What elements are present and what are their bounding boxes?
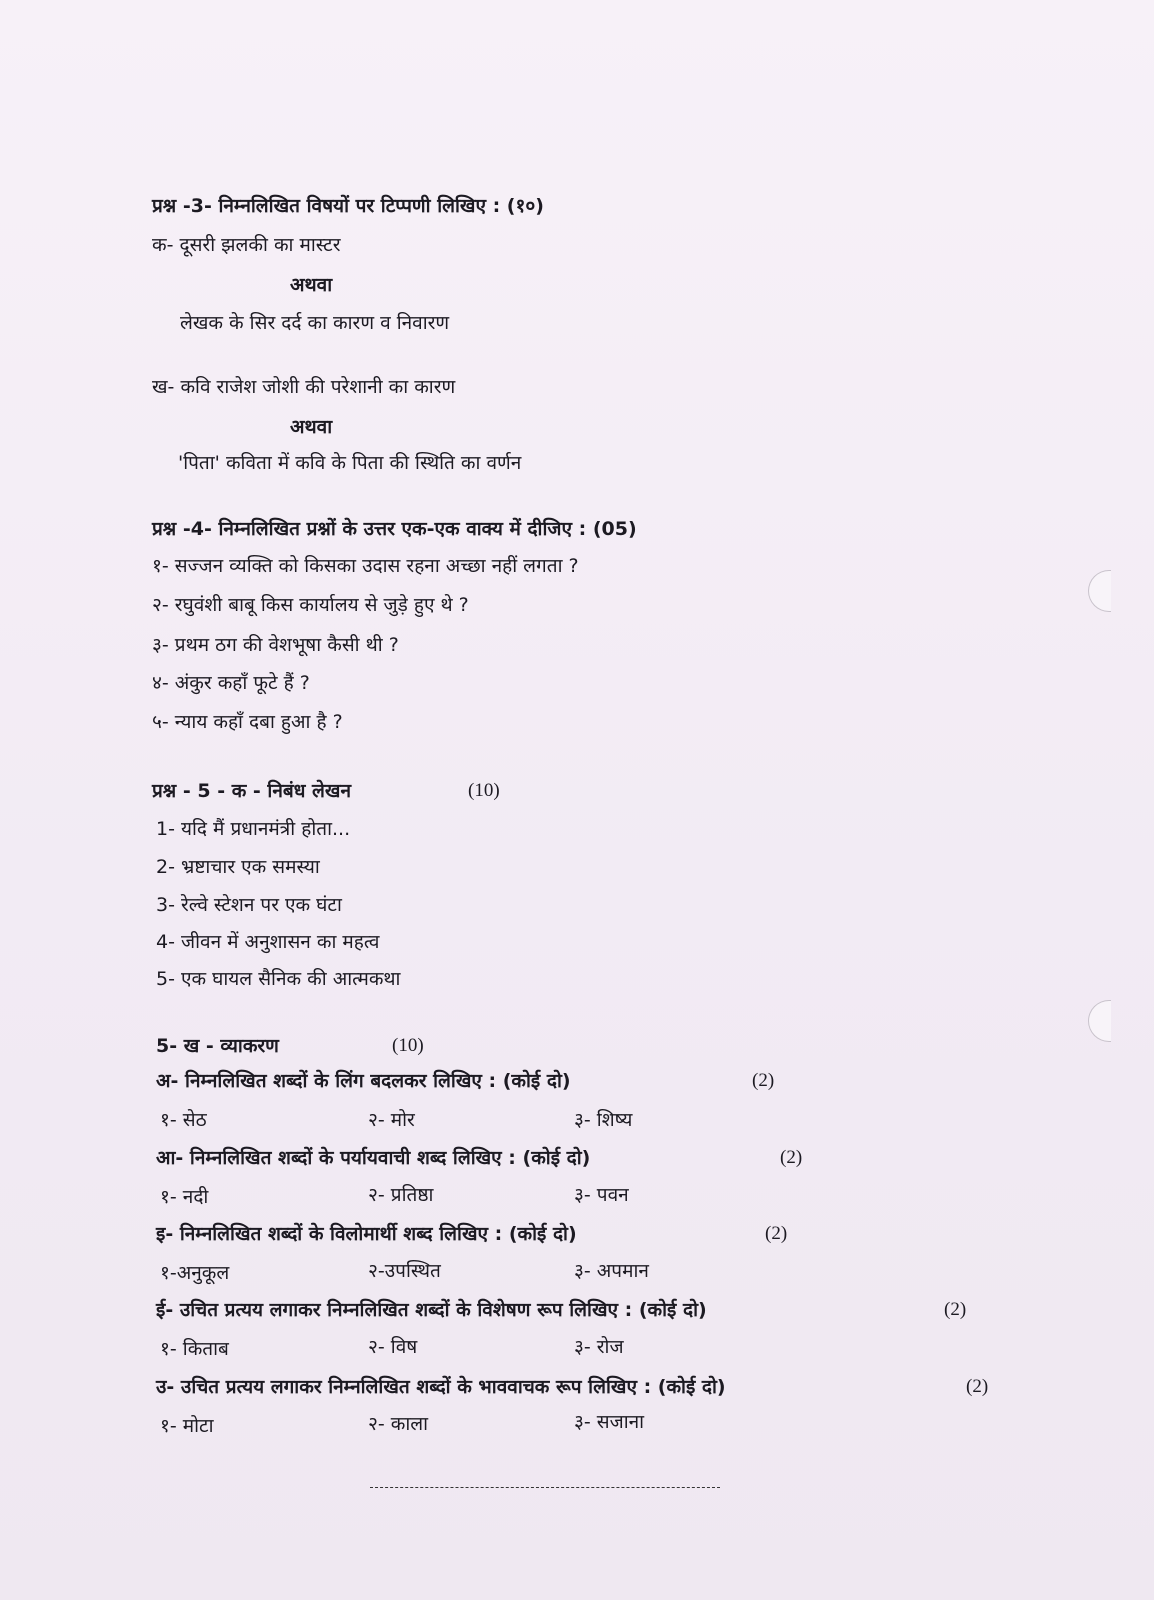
grammar-part-title: आ- निम्नलिखित शब्दों के पर्यायवाची शब्द लिखिए : (कोई दो) xyxy=(156,1147,591,1169)
essay-topic: 4- जीवन में अनुशासन का महत्व xyxy=(156,931,380,953)
punch-hole xyxy=(1088,570,1111,612)
grammar-word: ३- शिष्य xyxy=(574,1109,633,1131)
q4-item: ४- अंकुर कहाँ फूटे हैं ? xyxy=(152,672,310,694)
grammar-part-marks: (2) xyxy=(966,1376,989,1397)
grammar-word: २- काला xyxy=(368,1413,429,1435)
grammar-part-marks: (2) xyxy=(944,1299,967,1320)
grammar-word: ३- पवन xyxy=(574,1184,629,1206)
grammar-word: १- मोटा xyxy=(160,1415,214,1437)
grammar-word: ३- सजाना xyxy=(574,1411,645,1433)
grammar-word: १- सेठ xyxy=(160,1109,207,1131)
grammar-word: १- किताब xyxy=(160,1338,229,1360)
q5a-marks: (10) xyxy=(468,780,500,801)
q3-or-1: अथवा xyxy=(290,274,333,296)
grammar-part-title: अ- निम्नलिखित शब्दों के लिंग बदलकर लिखिए : (कोई दो) xyxy=(156,1070,571,1092)
q3-option-b: ख- कवि राजेश जोशी की परेशानी का कारण xyxy=(152,376,456,398)
grammar-part-marks: (2) xyxy=(752,1070,775,1091)
punch-hole xyxy=(1088,1000,1111,1042)
grammar-word: २- मोर xyxy=(368,1109,415,1131)
grammar-part-title: ई- उचित प्रत्यय लगाकर निम्नलिखित शब्दों के विशेषण रूप लिखिए : (कोई दो) xyxy=(156,1299,707,1321)
grammar-word: २- प्रतिष्ठा xyxy=(368,1184,434,1206)
grammar-word: १-अनुकूल xyxy=(160,1262,230,1284)
grammar-part-marks: (2) xyxy=(780,1147,803,1168)
essay-topic: 1- यदि मैं प्रधानमंत्री होता... xyxy=(156,818,351,840)
grammar-word: ३- अपमान xyxy=(574,1260,649,1282)
grammar-word: ३- रोज xyxy=(574,1336,624,1358)
grammar-part-title: उ- उचित प्रत्यय लगाकर निम्नलिखित शब्दों के भाववाचक रूप लिखिए : (कोई दो) xyxy=(156,1376,726,1398)
q4-heading: प्रश्न -4- निम्नलिखित प्रश्नों के उत्तर एक-एक वाक्य में दीजिए : (05) xyxy=(152,518,637,540)
grammar-word: २-उपस्थित xyxy=(368,1260,441,1282)
q5b-heading: 5- ख - व्याकरण xyxy=(156,1035,279,1057)
q3-or-2: अथवा xyxy=(290,416,333,438)
grammar-part-title: इ- निम्नलिखित शब्दों के विलोमार्थी शब्द लिखिए : (कोई दो) xyxy=(156,1223,577,1245)
q5a-heading: प्रश्न - 5 - क - निबंध लेखन xyxy=(152,780,351,802)
q4-item: ३- प्रथम ठग की वेशभूषा कैसी थी ? xyxy=(152,634,399,656)
q3-option-a: क- दूसरी झलकी का मास्टर xyxy=(152,234,341,256)
grammar-part-marks: (2) xyxy=(765,1223,788,1244)
essay-topic: 2- भ्रष्टाचार एक समस्या xyxy=(156,856,320,878)
grammar-word: १- नदी xyxy=(160,1186,209,1208)
grammar-word: २- विष xyxy=(368,1336,418,1358)
end-of-paper-rule xyxy=(370,1487,720,1488)
q3-heading: प्रश्न -3- निम्नलिखित विषयों पर टिप्पणी लिखिए : (१०) xyxy=(152,195,544,217)
q3-option-b-alt: 'पिता' कविता में कवि के पिता की स्थिति का वर्णन xyxy=(178,452,522,474)
q4-item: १- सज्जन व्यक्ति को किसका उदास रहना अच्छा नहीं लगता ? xyxy=(152,555,579,577)
essay-topic: 3- रेल्वे स्टेशन पर एक घंटा xyxy=(156,894,342,916)
q5b-marks: (10) xyxy=(392,1035,424,1056)
q3-option-a-alt: लेखक के सिर दर्द का कारण व निवारण xyxy=(180,312,450,334)
q4-item: २- रघुवंशी बाबू किस कार्यालय से जुड़े हुए थे ? xyxy=(152,594,469,616)
essay-topic: 5- एक घायल सैनिक की आत्मकथा xyxy=(156,968,401,990)
q4-item: ५- न्याय कहाँ दबा हुआ है ? xyxy=(152,711,343,733)
